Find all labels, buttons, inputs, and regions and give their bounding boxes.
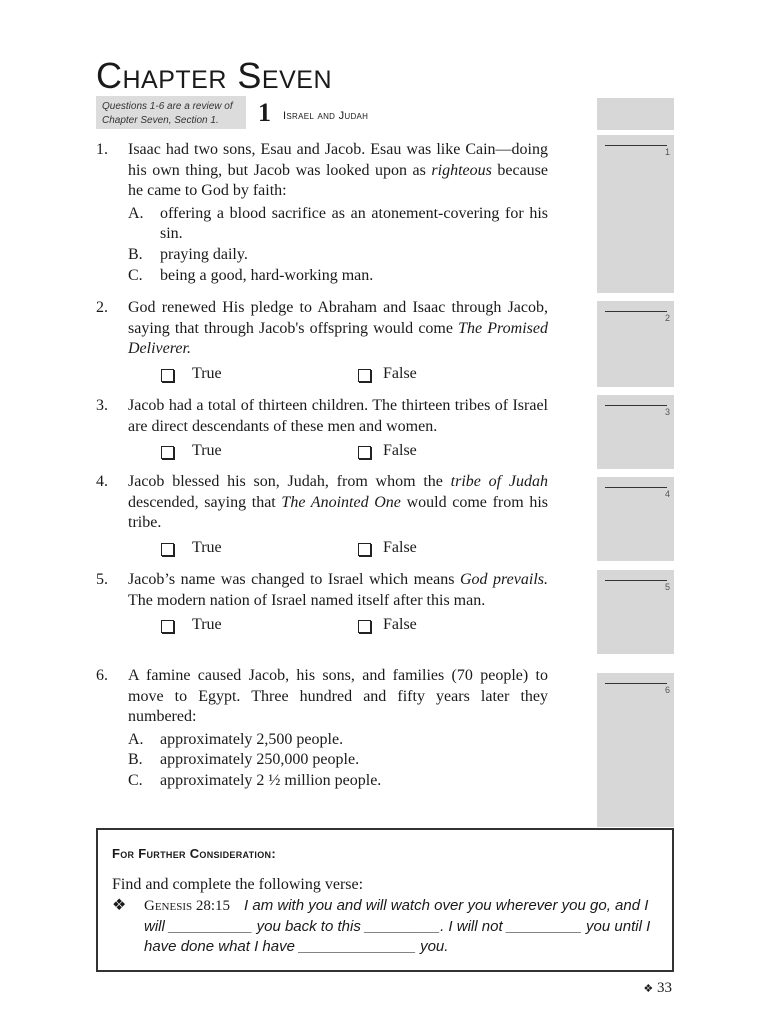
option-b[interactable]: B. approximately 250,000 people. [128, 751, 360, 769]
option-a[interactable]: A. offering a blood sacrifice as an atonement-covering for his sin. [128, 204, 548, 243]
section-number: 1 [258, 98, 271, 127]
question-number: 5. [96, 571, 108, 588]
answer-line[interactable] [605, 580, 667, 581]
diamond-bullet-icon: ❖ [643, 983, 654, 995]
score-label: 3 [664, 407, 670, 417]
score-label: 6 [664, 685, 670, 695]
question-number: 4. [96, 473, 108, 490]
question-emphasis: God prevails. [459, 571, 549, 588]
question-text: Jacob had a total of thirteen children. The thirteen tribes of Israel are direct descendants of these men and women. [128, 397, 548, 435]
chapter-title: Chapter Seven [96, 55, 332, 96]
question-emphasis: righteous [431, 161, 492, 179]
score-box-4 [597, 477, 674, 561]
option-a[interactable]: A. approximately 2,500 people. [128, 730, 344, 748]
section-title: Israel and Judah [283, 110, 369, 122]
false-checkbox[interactable] [358, 620, 371, 633]
true-label: True [192, 364, 222, 382]
option-c[interactable]: C. approximately 2 ½ million people. [128, 771, 382, 789]
question-emphasis: The Promised Deliverer. [128, 319, 549, 358]
diamond-bullet-icon: ❖ [112, 897, 127, 914]
question-text: Jacob blessed his son, Judah, from whom the [128, 473, 451, 490]
score-box-2 [597, 301, 674, 387]
blank-4[interactable]: ______________ [299, 938, 416, 956]
false-checkbox[interactable] [358, 543, 371, 556]
false-checkbox[interactable] [358, 369, 371, 382]
score-label: 2 [664, 313, 670, 323]
score-box-3 [597, 395, 674, 469]
true-label: True [192, 442, 222, 460]
answer-line[interactable] [605, 487, 667, 488]
question-number: 3. [96, 397, 108, 414]
score-column-header [597, 98, 674, 130]
answer-line[interactable] [605, 311, 667, 312]
score-box-6 [597, 673, 674, 827]
question-text: would come from his tribe. [128, 493, 549, 532]
false-label: False [383, 442, 417, 460]
page-number: ❖ 33 [643, 980, 672, 996]
true-checkbox[interactable] [161, 620, 174, 633]
option-b[interactable]: B. praying daily. [128, 245, 248, 263]
question-emphasis: The Anointed One [281, 493, 401, 511]
score-label: 4 [664, 489, 670, 499]
false-checkbox[interactable] [358, 446, 371, 459]
further-consideration-intro: Find and complete the following verse: [112, 876, 364, 893]
score-label: 1 [664, 147, 670, 157]
verse-reference: Genesis 28:15 [144, 898, 231, 914]
question-text: because he came to God by faith: [128, 161, 548, 200]
further-consideration-box [96, 828, 674, 972]
question-text: A famine caused Jacob, his sons, and families (70 people) to move to Egypt. Three hundred and fifty years later they numbered: [128, 667, 548, 726]
true-label: True [192, 538, 222, 556]
false-label: False [383, 364, 417, 382]
question-emphasis: tribe of Judah [450, 473, 549, 490]
question-number: 6. [96, 667, 108, 684]
answer-line[interactable] [605, 405, 667, 406]
question-text: The modern nation of Israel named itself after this man. [128, 591, 486, 609]
true-checkbox[interactable] [161, 446, 174, 459]
question-text: descended, saying that [128, 493, 282, 511]
question-number: 2. [96, 299, 108, 316]
false-label: False [383, 538, 417, 556]
question-text: Jacob’s name was changed to Israel which means [128, 571, 460, 588]
question-text: God renewed His pledge to Abraham and Isaac through Jacob, saying that through Jacob's offspring would come [128, 299, 548, 337]
answer-line[interactable] [605, 683, 667, 684]
further-consideration-title: For Further Consideration: [112, 846, 276, 861]
option-c[interactable]: C. being a good, hard-working man. [128, 266, 374, 284]
blank-3[interactable]: _________ [506, 917, 582, 935]
score-label: 5 [664, 582, 670, 592]
false-label: False [383, 616, 417, 634]
true-checkbox[interactable] [161, 543, 174, 556]
blank-2[interactable]: _________ [365, 917, 441, 935]
answer-line[interactable] [605, 145, 667, 146]
true-checkbox[interactable] [161, 369, 174, 382]
score-box-1 [597, 135, 674, 293]
blank-1[interactable]: __________ [169, 917, 253, 935]
score-box-5 [597, 570, 674, 654]
question-text: Isaac had two sons, Esau and Jacob. Esau was like Cain—doing his own thing, but Jacob was looked upon as [128, 141, 548, 179]
review-note: Questions 1-6 are a review of Chapter Seven, Section 1. [102, 101, 233, 126]
question-number: 1. [96, 141, 108, 158]
verse-exercise: ❖ Genesis 28:15 I am with you and will watch over you wherever you go, and I will __________ you back to this _________. I will not _________ you until I have done what I have ______________ you. [112, 897, 651, 956]
true-label: True [192, 616, 222, 634]
